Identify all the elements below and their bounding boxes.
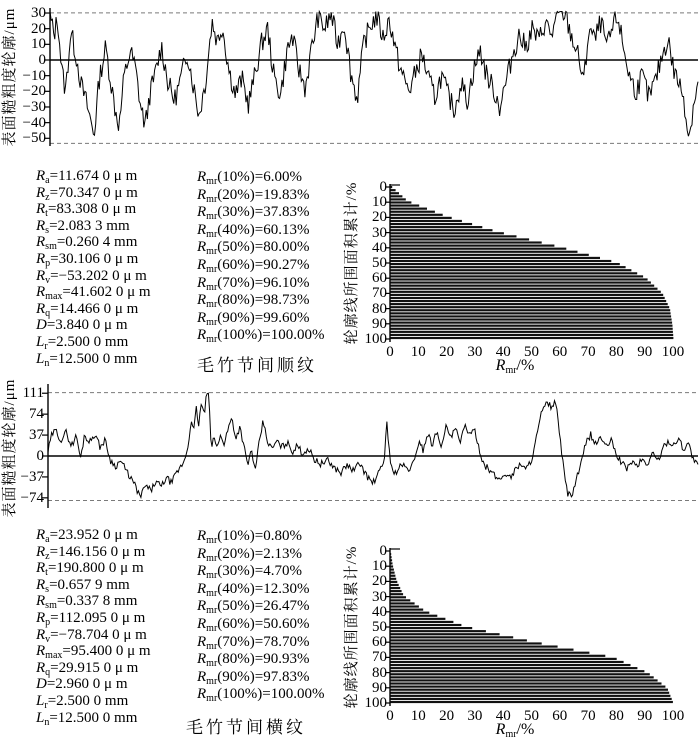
profile2-y-axis-label: 表面糙粗度轮廓/μm bbox=[2, 378, 18, 518]
bar1-y-axis-label: 轮廓线所围面积累计/% bbox=[344, 181, 360, 345]
rmr-row: $R_{mr}(30\%)=4.70\%$ bbox=[197, 563, 302, 582]
profile2-ytick: 74 bbox=[29, 406, 44, 423]
param-row: D=3.840 0 μ m bbox=[36, 317, 128, 334]
param-row: $R_p=30.106$ 0 μ m bbox=[36, 251, 139, 269]
param-row: $R_t=190.800$ 0 μ m bbox=[36, 560, 144, 579]
bar1-xtick: 70 bbox=[580, 344, 596, 360]
profile1-ytick: −20 bbox=[22, 83, 46, 100]
rmr-row: $R_{mr}(100\%)=100.00\%$ bbox=[197, 327, 325, 346]
bar1-xtick: 80 bbox=[608, 344, 624, 360]
param-row: $R_a=23.952$ 0 μ m bbox=[36, 527, 138, 545]
bar1-ytick: 90 bbox=[372, 315, 387, 332]
bar2-xtick: 20 bbox=[439, 708, 455, 724]
profile1-ytick: −40 bbox=[22, 114, 46, 131]
bar1-xtick: 50 bbox=[524, 344, 539, 360]
bar2-xtick: 40 bbox=[495, 708, 511, 724]
param-row: $L_n=12.500$ 0 mm bbox=[36, 709, 138, 728]
bar2-xtick: 100 bbox=[661, 708, 685, 724]
bar2-x-axis-label: $R_{mr}/\%$ bbox=[495, 721, 535, 740]
profile2-ytick: −74 bbox=[20, 489, 44, 506]
param-row: $L_r=2.500$ 0 mm bbox=[36, 334, 129, 352]
profile2-ytick: 111 bbox=[22, 385, 44, 402]
profile1-ytick: 10 bbox=[31, 36, 46, 53]
param-row: $L_n=12.500$ 0 mm bbox=[36, 350, 138, 369]
bar2-xtick: 80 bbox=[608, 708, 624, 724]
rmr-row: $R_{mr}(10\%)=0.80\%$ bbox=[197, 528, 302, 546]
bar2-xtick: 50 bbox=[524, 708, 539, 724]
bar1-ytick: 40 bbox=[372, 239, 387, 256]
param-row: $R_v=-78.704$ 0 μ m bbox=[36, 626, 147, 645]
bar1-ytick: 80 bbox=[372, 300, 387, 317]
bar2-xtick: 30 bbox=[467, 708, 483, 724]
bar2-ytick: 50 bbox=[372, 619, 387, 635]
rmr-row: $R_{mr}(50\%)=26.47\%$ bbox=[197, 598, 310, 617]
rmr-row: $R_{mr}(40\%)=12.30\%$ bbox=[197, 580, 310, 599]
bar2-y-axis-label: 轮廓线所围面积累计/% bbox=[344, 545, 360, 709]
bar1-ytick: 10 bbox=[372, 194, 387, 211]
rmr-row: $R_{mr}(40\%)=60.13\%$ bbox=[197, 221, 310, 240]
profile1-ytick: 30 bbox=[31, 5, 46, 22]
param-row: $R_t=83.308$ 0 μ m bbox=[36, 201, 137, 220]
bar1-x-axis-label: $R_{mr}/\%$ bbox=[495, 357, 535, 376]
bar2-ytick: 60 bbox=[372, 634, 387, 651]
param-row: $R_{max}=95.400$ 0 μ m bbox=[36, 643, 151, 662]
bar1-xtick: 0 bbox=[386, 344, 394, 360]
param-row: $R_a=11.674$ 0 μ m bbox=[36, 168, 138, 186]
param-row: $R_v=-53.202$ 0 μ m bbox=[36, 267, 147, 286]
profile1-ytick: −30 bbox=[22, 98, 46, 115]
profile1-ytick: −10 bbox=[22, 67, 46, 84]
bar2-ytick: 90 bbox=[372, 679, 387, 696]
bar2-ytick: 20 bbox=[372, 573, 387, 590]
param-row: $R_z=70.347$ 0 μ m bbox=[36, 184, 138, 203]
bar2-ytick: 80 bbox=[372, 664, 387, 681]
bar2-ytick: 30 bbox=[372, 588, 387, 605]
bar2-xtick: 70 bbox=[580, 708, 596, 724]
rmr-row: $R_{mr}(50\%)=80.00\%$ bbox=[197, 239, 310, 258]
param-row: $R_s=2.083$ 3 mm bbox=[36, 217, 130, 236]
bar1-ytick: 70 bbox=[372, 285, 387, 302]
rmr-row: $R_{mr}(90\%)=97.83\%$ bbox=[197, 668, 310, 687]
bar2-ytick: 70 bbox=[372, 649, 387, 666]
param-row: $L_r=2.500$ 0 mm bbox=[36, 693, 129, 711]
bar1-xtick: 40 bbox=[495, 344, 511, 360]
bar1-ytick: 50 bbox=[372, 255, 387, 271]
bar2-ytick: 40 bbox=[372, 603, 387, 620]
param-row: $R_{sm}=0.337$ 8 mm bbox=[36, 593, 138, 612]
bar2-xtick: 60 bbox=[552, 708, 568, 724]
param-row: $R_{sm}=0.260$ 4 mm bbox=[36, 234, 138, 253]
caption-longitudinal: 毛竹节间顺纹 bbox=[197, 356, 317, 375]
bar2-xtick: 0 bbox=[386, 708, 394, 724]
param-row: $R_{max}=41.602$ 0 μ m bbox=[36, 284, 151, 303]
caption-transverse: 毛竹节间横纹 bbox=[186, 718, 306, 737]
rmr-row: $R_{mr}(20\%)=19.83\%$ bbox=[197, 186, 310, 205]
bar2-ytick: 0 bbox=[379, 543, 387, 559]
bar1-ytick: 0 bbox=[379, 179, 387, 195]
rmr-row: $R_{mr}(80\%)=98.73\%$ bbox=[197, 292, 310, 311]
param-row: $R_s=0.657$ 9 mm bbox=[36, 576, 130, 595]
bar2-ytick: 100 bbox=[364, 695, 387, 711]
param-row: D=2.960 0 μ m bbox=[36, 676, 128, 693]
param-row: $R_q=14.466$ 0 μ m bbox=[36, 300, 139, 319]
param-row: $R_p=112.095$ 0 μ m bbox=[36, 610, 146, 628]
param-row: $R_q=29.915$ 0 μ m bbox=[36, 659, 139, 678]
param-row: $R_z=146.156$ 0 μ m bbox=[36, 543, 146, 562]
profile1-ytick: 20 bbox=[31, 20, 46, 37]
bar1-xtick: 60 bbox=[552, 344, 568, 360]
bar1-ytick: 100 bbox=[364, 331, 387, 347]
profile2-ytick: 0 bbox=[36, 448, 44, 464]
rmr-row: $R_{mr}(20\%)=2.13\%$ bbox=[197, 545, 302, 564]
profile1-y-axis-label: 表面糙粗度轮廓/μm bbox=[2, 7, 18, 147]
profile2-ytick: −37 bbox=[20, 468, 44, 485]
rmr-row: $R_{mr}(30\%)=37.83\%$ bbox=[197, 204, 310, 223]
rmr-row: $R_{mr}(100\%)=100.00\%$ bbox=[197, 686, 325, 705]
bar1-ytick: 30 bbox=[372, 224, 387, 241]
rmr-row: $R_{mr}(60\%)=50.60\%$ bbox=[197, 616, 310, 634]
rmr-row: $R_{mr}(80\%)=90.93\%$ bbox=[197, 651, 310, 670]
rmr-row: $R_{mr}(90\%)=99.60\%$ bbox=[197, 309, 310, 328]
profile1-ytick: 0 bbox=[38, 52, 46, 68]
profile2-ytick: 37 bbox=[29, 427, 44, 444]
bar1-xtick: 20 bbox=[439, 344, 455, 360]
rmr-row: $R_{mr}(10\%)=6.00\%$ bbox=[197, 169, 302, 187]
rmr-row: $R_{mr}(60\%)=90.27\%$ bbox=[197, 257, 310, 275]
bar2-xtick: 10 bbox=[410, 708, 426, 724]
rmr-row: $R_{mr}(70\%)=96.10\%$ bbox=[197, 274, 310, 293]
bar1-xtick: 100 bbox=[661, 344, 685, 360]
rmr-row: $R_{mr}(70\%)=78.70\%$ bbox=[197, 633, 310, 652]
bar1-xtick: 10 bbox=[410, 344, 426, 360]
bar1-xtick: 90 bbox=[637, 344, 653, 360]
bar2-ytick: 10 bbox=[372, 558, 387, 575]
bar2-xtick: 90 bbox=[637, 708, 653, 724]
bar1-xtick: 30 bbox=[467, 344, 483, 360]
bar1-ytick: 60 bbox=[372, 270, 387, 287]
profile1-ytick: −50 bbox=[22, 130, 46, 147]
bar1-ytick: 20 bbox=[372, 209, 387, 226]
